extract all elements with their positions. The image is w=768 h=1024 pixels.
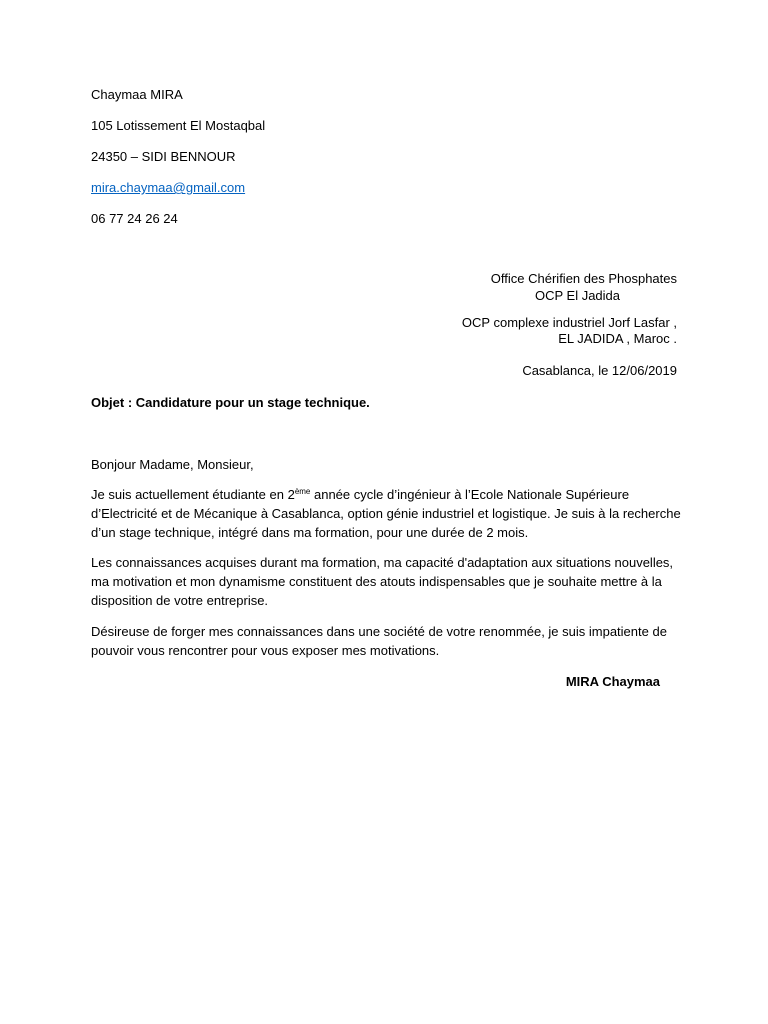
recipient-site-line2: EL JADIDA , Maroc .: [558, 331, 677, 346]
recipient-org: Office Chérifien des Phosphates: [490, 271, 677, 286]
date-line: Casablanca, le 12/06/2019: [522, 363, 677, 378]
greeting: Bonjour Madame, Monsieur,: [91, 457, 254, 472]
recipient-branch: OCP El Jadida: [534, 288, 620, 303]
subject-line: Objet : Candidature pour un stage technique.: [91, 395, 370, 410]
body-paragraph-2: [91, 553, 681, 610]
sender-address-line2: 24350 – SIDI BENNOUR: [91, 149, 236, 164]
body-paragraph-3: [91, 622, 681, 660]
signature: MIRA Chaymaa: [565, 674, 660, 689]
sender-email-link[interactable]: mira.chaymaa@gmail.com: [91, 180, 246, 195]
recipient-site-line1: OCP complexe industriel Jorf Lasfar ,: [461, 315, 677, 330]
sender-phone: 06 77 24 26 24: [91, 211, 178, 226]
p1-text-end: année cycle d’ingénieur à l’Ecole Nationale Supérieure d’Electricité et de Mécanique à Casablanca, option génie industriel et logistique. Je suis à la recherche d’un stage technique, intégré dans ma formation, pour une durée de 2 mois.: [91, 487, 681, 540]
p3-text: Désireuse de forger mes connaissances dans une société de votre renommée, je suis impatiente de pouvoir vous rencontrer pour vous exposer mes motivations.: [91, 624, 667, 658]
body-paragraph-1: [91, 485, 681, 542]
sender-name: Chaymaa MIRA: [91, 87, 183, 102]
p1-text-start: Je suis actuellement étudiante en 2: [91, 487, 295, 502]
sender-address-line1: 105 Lotissement El Mostaqbal: [91, 118, 266, 133]
p1-superscript: ème: [294, 487, 311, 496]
p2-text: Les connaissances acquises durant ma formation, ma capacité d'adaptation aux situations nouvelles, ma motivation et mon dynamisme constituent des atouts indispensables que je souhaite mettre à la disposition de votre entreprise.: [91, 555, 674, 608]
